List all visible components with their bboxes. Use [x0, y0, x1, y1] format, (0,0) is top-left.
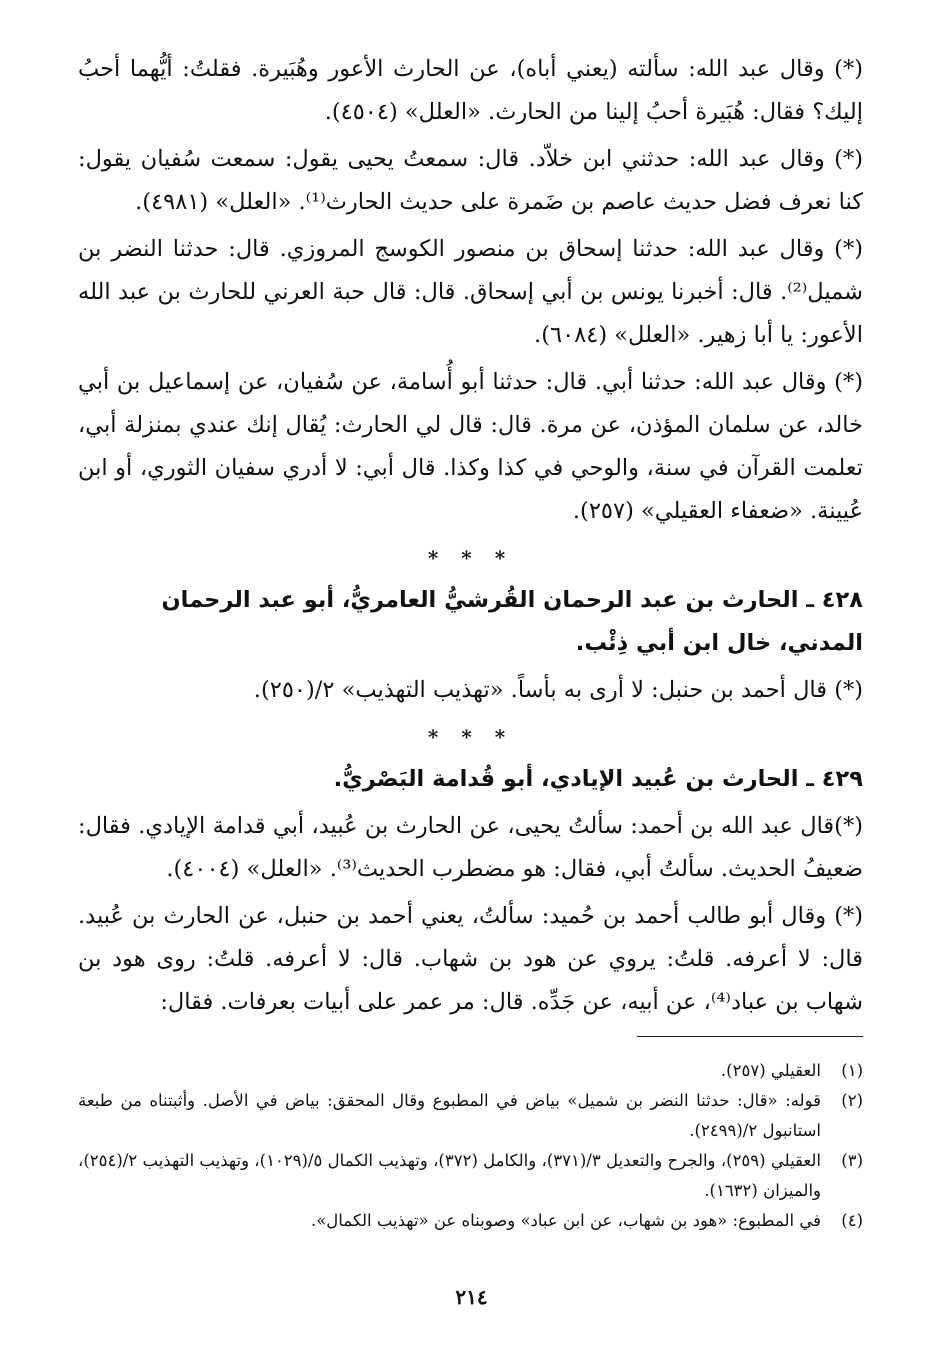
footnote-number: (٤) — [841, 1211, 863, 1230]
page-number: ٢١٤ — [455, 1285, 488, 1309]
section-separator: * * * — [427, 725, 514, 749]
section-separator: * * * — [427, 546, 514, 570]
footnote-text: العقيلي (٢٥٧). — [720, 1061, 821, 1080]
footnote-text: في المطبوع: «هود بن شهاب، عن ابن عباد» وصوبناه عن «تهذيب الكمال». — [310, 1211, 821, 1230]
entry-heading-428: ٤٢٨ ـ الحارث بن عبد الرحمان القُرشيُّ العامريُّ، أبو عبد الرحمان المدني، خال ابن أبي ذِئْب. — [161, 587, 863, 656]
footnote — [78, 1086, 863, 1146]
footnote — [78, 1056, 863, 1086]
footnote-text: العقيلي (٢٥٩)، والجرح والتعديل ٣/(٣٧١)، والكامل (٣٧٢)، وتهذيب الكمال ٥/(١٠٢٩)، وتهذيب التهذيب ٢/(٢٥٤)، والميزان (١٦٣٢). — [78, 1151, 821, 1200]
paragraph: (*) وقال عبد الله: سألته (يعني أباه)، عن الحارث الأعور وهُبَيرة. فقلتُ: أيُّهما أحبُ إليك؟ فقال: هُبَيرة أحبُ إلينا من الحارث. «العلل» (٤٥٠٤). — [78, 56, 863, 125]
paragraph: (*) قال أحمد بن حنبل: لا أرى به بأساً. «تهذيب التهذيب» ٢/(٢٥٠). — [253, 677, 863, 703]
footnote-number: (١) — [841, 1061, 863, 1080]
footnote-divider — [637, 1036, 863, 1037]
footnote-text: قوله: «قال: حدثنا النضر بن شميل» بياض في المطبوع وقال المحقق: بياض في الأصل. وأثبتناه من طبعة استانبول ٢/(٢٤٩٩). — [78, 1091, 821, 1140]
paragraph: (*)قال عبد الله بن أحمد: سألتُ يحيى، عن الحارث بن عُبيد، أبي قدامة الإيادي. فقال: ضعيفُ الحديث. سألتُ أبي، فقال: هو مضطرب الحديث⁽³⁾. «العلل» (٤٠٠٤). — [78, 813, 863, 882]
footnote — [78, 1206, 863, 1236]
footnote-number: (٢) — [841, 1091, 863, 1110]
footnotes — [78, 1056, 863, 1236]
paragraph: (*) وقال عبد الله: حدثني ابن خلاّد. قال: سمعتُ يحيى يقول: سمعت سُفيان يقول: كنا نعرف فضل حديث عاصم بن ضَمرة على حديث الحارث⁽¹⁾. «العلل» (٤٩٨١). — [78, 146, 863, 215]
entry-heading-429: ٤٢٩ ـ الحارث بن عُبيد الإيادي، أبو قُدامة البَصْريُّ. — [333, 766, 863, 792]
paragraph: (*) وقال عبد الله: حدثنا أبي. قال: حدثنا أبو أُسامة، عن سُفيان، عن إسماعيل بن أبي خالد، عن سلمان المؤذن، عن مرة. قال: قال لي الحارث: يُقال إنك عندي بمنزلة أبي، تعلمت القرآن في سنة، والوحي في كذا وكذا. قال أبي: لا أدري سفيان الثوري، أو ابن عُيينة. «ضعفاء العقيلي» (٢٥٧). — [78, 369, 863, 524]
footnote-number: (٣) — [841, 1151, 863, 1170]
footnote — [78, 1146, 863, 1206]
paragraph: (*) وقال أبو طالب أحمد بن حُميد: سألتُ، يعني أحمد بن حنبل، عن الحارث بن عُبيد. قال: لا أعرفه. قلتُ: يروي عن هود بن شهاب. قال: لا أعرفه. قلتُ: روى هود بن شهاب بن عباد⁽⁴⁾، عن أبيه، عن جَدِّه. قال: مر عمر على أبيات بعرفات. فقال: — [78, 903, 863, 1015]
paragraph: (*) وقال عبد الله: حدثنا إسحاق بن منصور الكوسج المروزي. قال: حدثنا النضر بن شميل⁽²⁾. قال: أخبرنا يونس بن أبي إسحاق. قال: قال حبة العرني للحارث بن عبد الله الأعور: يا أبا زهير. «العلل» (٦٠٨٤). — [78, 236, 863, 348]
